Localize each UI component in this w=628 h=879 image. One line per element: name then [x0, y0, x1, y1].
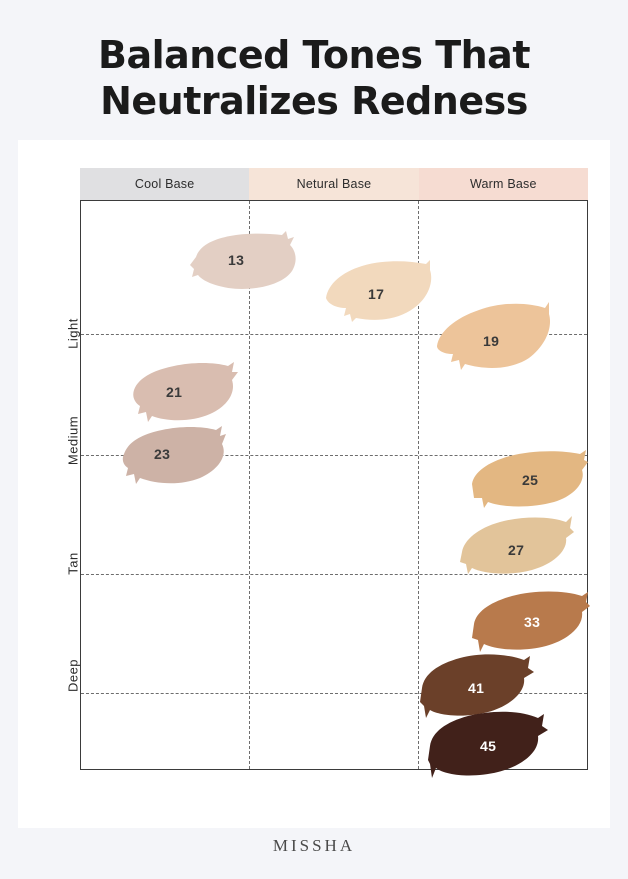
shade-label-13: 13	[228, 252, 245, 268]
title-line-1: Balanced Tones That	[98, 33, 530, 77]
column-header-netural: Netural Base	[249, 168, 418, 200]
title-line-2: Neutralizes Redness	[100, 79, 528, 123]
shade-label-41: 41	[468, 680, 485, 696]
shade-swatch-23	[120, 426, 230, 486]
shade-swatch-27	[460, 516, 574, 578]
shade-swatch-25	[470, 450, 588, 510]
shade-label-19: 19	[483, 333, 500, 349]
shade-swatch-45	[428, 710, 548, 780]
shade-label-25: 25	[522, 472, 539, 488]
row-label-medium: Medium	[65, 415, 81, 466]
shade-label-27: 27	[508, 542, 525, 558]
row-label-tan: Tan	[65, 552, 81, 575]
shade-label-45: 45	[480, 738, 497, 754]
column-header-cool: Cool Base	[80, 168, 249, 200]
shade-grid-chart	[65, 168, 588, 788]
page-title	[0, 32, 628, 124]
shade-swatch-33	[472, 590, 590, 654]
shade-swatch-13	[190, 231, 300, 293]
shade-swatch-17	[322, 258, 434, 324]
shade-label-21: 21	[166, 384, 183, 400]
shade-label-17: 17	[368, 286, 385, 302]
column-header-row	[80, 168, 588, 200]
row-label-light: Light	[65, 318, 81, 349]
shade-label-33: 33	[524, 614, 541, 630]
shade-label-23: 23	[154, 446, 171, 462]
shade-swatch-21	[130, 362, 238, 424]
column-header-warm: Warm Base	[419, 168, 588, 200]
row-label-deep: Deep	[65, 658, 81, 693]
chart-card	[18, 140, 610, 828]
brand-logo: MISSHA	[272, 836, 356, 855]
shade-swatch-19	[435, 300, 553, 372]
